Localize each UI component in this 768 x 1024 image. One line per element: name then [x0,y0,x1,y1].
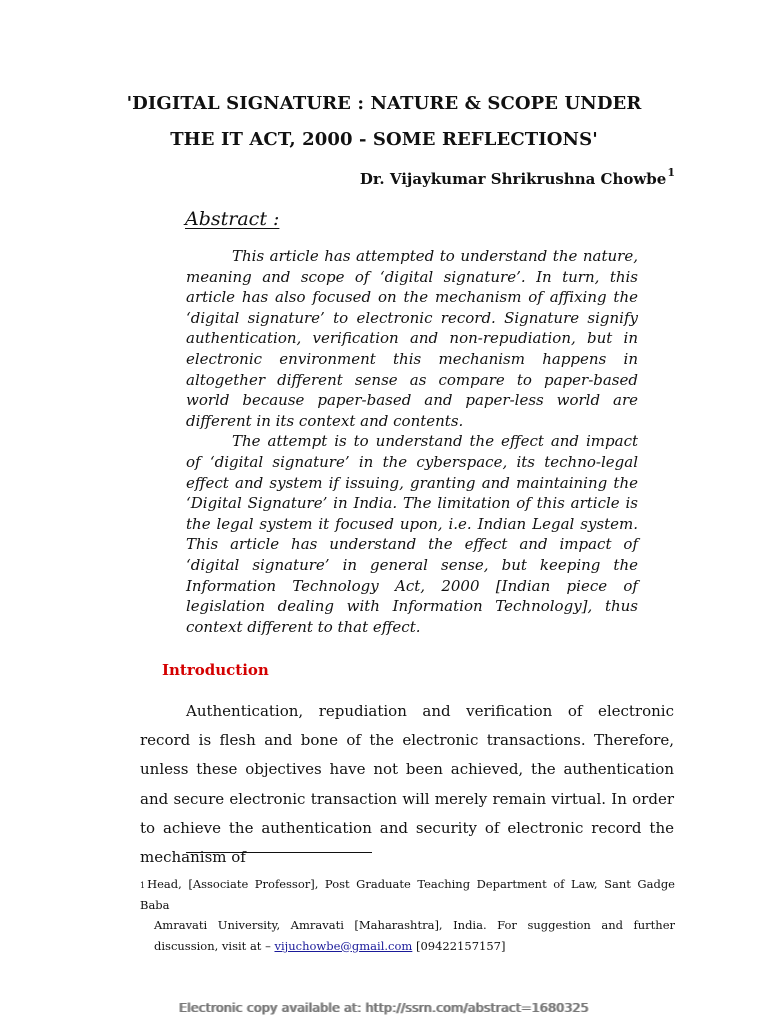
footnote-mark: 1 [140,881,146,890]
paper-title-line-2: THE IT ACT, 2000 - SOME REFLECTIONS' [170,129,598,150]
footnote-text-rest: Amravati University, Amravati [Maharashtra], India. For suggestion and further discussion, visit at – [154,918,675,953]
footnote [140,874,675,956]
author-footnote-mark: 1 [667,166,675,179]
footnote-phone: [09422157157] [415,938,506,953]
abstract-heading: Abstract : [185,208,280,230]
abstract-paragraph-1: This article has attempted to understand the nature, meaning and scope of ‘digital signature’. In turn, this article has also focused on the mechanism of affixing the ‘digital signature’ to electronic record. Signature signify authentication, verification and non-repudiation, but in electronic environment this mechanism happens in altogether different sense as compare to paper-based world because paper-based and paper-less world are different in its context and contents. [186,247,638,430]
footnote-email-link[interactable]: vijuchowbe@gmail.com [274,938,413,953]
footnote-text-line-1: Head, [Associate Professor], Post Graduate Teaching Department of Law, Sant Gadge Baba [140,877,675,912]
introduction-body: Authentication, repudiation and verification of electronic record is flesh and bone of the electronic transactions. Therefore, unless these objectives have not been achieved, the authentication and secure electronic transaction will merely remain virtual. In order to achieve the authentication and security of electronic record the mechanism of [140,702,674,867]
paper-title-line-1: 'DIGITAL SIGNATURE : NATURE & SCOPE UNDER [126,93,642,114]
introduction-heading: Introduction [162,661,269,679]
abstract-body [186,246,638,637]
abstract-paragraph-2: The attempt is to understand the effect and impact of ‘digital signature’ in the cyberspace, its techno-legal effect and system if issuing, granting and maintaining the ‘Digital Signature’ in India. The limitation of this article is the legal system it focused upon, i.e. Indian Legal system. This article has understand the effect and impact of ‘digital signature’ in general sense, but keeping the Information Technology Act, 2000 [Indian piece of legislation dealing with Information Technology], thus context different to that effect. [186,432,638,636]
author-line [359,166,675,188]
footnote-divider [186,852,372,853]
electronic-copy-notice: Electronic copy available at: http://ssrn.com/abstract=1680325 [179,1000,589,1015]
author-name: Dr. Vijaykumar Shrikrushna Chowbe [359,170,667,188]
footnote-continuation [140,915,675,956]
